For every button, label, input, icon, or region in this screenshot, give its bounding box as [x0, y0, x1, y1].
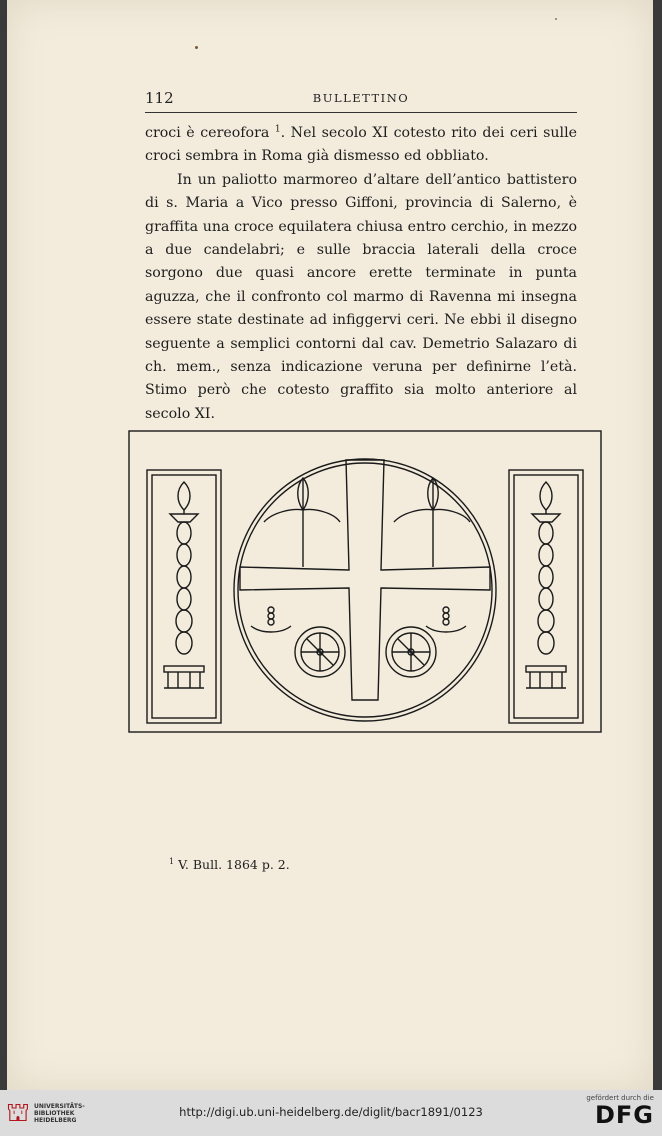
ink-speck: [555, 18, 557, 20]
source-url[interactable]: http://digi.ub.uni-heidelberg.de/diglit/bacr1891/0123: [179, 1105, 483, 1119]
footnote: [169, 857, 290, 872]
right-panel: [509, 470, 583, 723]
scanned-page: [7, 0, 653, 1090]
equilateral-cross: [240, 460, 490, 700]
running-title: BULLETTINO: [312, 91, 410, 105]
viewer-footer: [0, 1090, 662, 1136]
footnote-marker: 1: [169, 856, 175, 866]
paragraph-text: croci è cereofora: [145, 125, 270, 141]
ub-heidelberg-icon: ⛫: [6, 1098, 30, 1128]
engraving-figure: [128, 430, 602, 733]
logo-line: HEIDELBERG: [34, 1117, 77, 1124]
paragraph: [145, 122, 577, 169]
body-text: [145, 122, 577, 426]
funded-by-label: gefördert durch die: [586, 1094, 654, 1102]
dfg-logo[interactable]: [564, 1094, 654, 1128]
left-pendant: [251, 607, 291, 632]
header-rule: [145, 112, 577, 113]
dfg-wordmark: DFG: [594, 1101, 654, 1129]
left-candelabrum: [164, 482, 204, 688]
paragraph: In un paliotto marmoreo d’altare dell’antico battistero di s. Maria a Vico presso Giffoni, provincia di Salerno, è graffita una croce equilatera chiusa entro cerchio, in mezzo a due candelabri; e sulle braccia laterali della croce sorgono due quasi ancore erette terminate in punta aguzza, che il confronto col marmo di Ravenna mi insegna essere state destinate ad infiggervi ceri. Ne ebbi il disegno seguente a semplici contorni dal cav. Demetrio Salazaro di ch. mem., senza indicazione veruna per definirne l’età. Stimo però che cotesto graffito sia molto anteriore al secolo XI.: [145, 171, 577, 422]
left-panel: [147, 470, 221, 723]
right-anchor: [394, 478, 470, 567]
logo-line: UNIVERSITÄTS-: [34, 1103, 85, 1110]
footnote-text: V. Bull. 1864 p. 2.: [178, 857, 290, 872]
ink-speck: [195, 46, 198, 49]
page-number: 112: [145, 89, 174, 107]
logo-line: BIBLIOTHEK: [34, 1110, 75, 1117]
left-anchor: [264, 478, 340, 567]
right-candelabrum: [526, 482, 566, 688]
paragraph-text: . Nel secolo XI cotesto rito dei ceri sulle croci sembra in Roma già dismesso ed obbliato.: [145, 125, 578, 165]
left-wheel: [295, 627, 345, 677]
footnote-reference[interactable]: 1: [274, 124, 281, 135]
right-pendant: [426, 607, 466, 632]
right-wheel: [386, 627, 436, 677]
page-header: [145, 89, 577, 107]
